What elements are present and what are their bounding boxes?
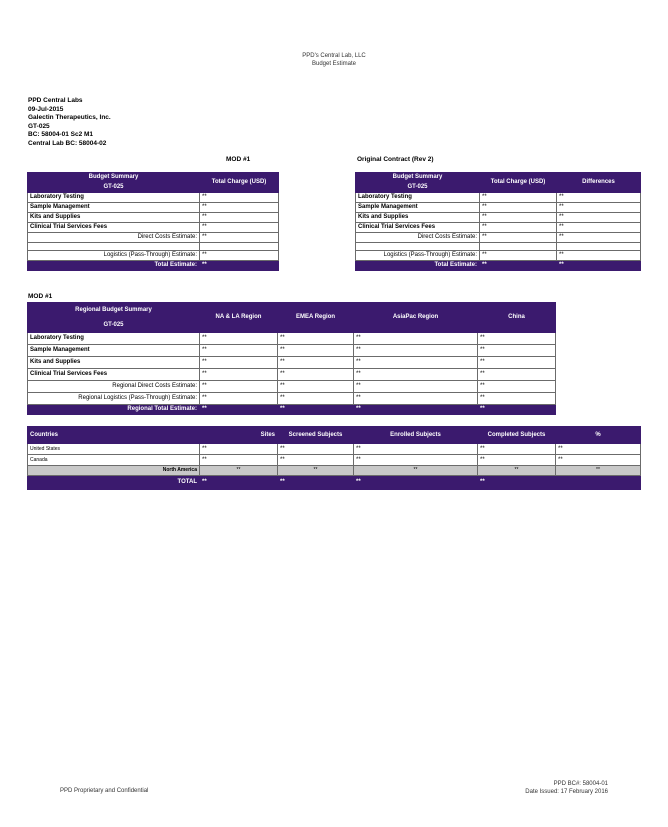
value-cell: ** <box>200 223 279 233</box>
value-cell: ** <box>278 444 354 455</box>
region-header: EMEA Region <box>278 303 354 333</box>
value-cell: ** <box>200 369 278 381</box>
study-code-header: GT-025 <box>356 183 480 193</box>
differences-header: Differences <box>557 173 641 193</box>
value-cell: ** <box>556 444 641 455</box>
region-header: AsiaPac Region <box>354 303 478 333</box>
row-label: Sample Management <box>28 345 200 357</box>
spacer-cell <box>480 243 557 251</box>
value-cell: ** <box>557 233 641 243</box>
value-cell: ** <box>478 476 556 490</box>
value-cell: ** <box>354 405 478 415</box>
direct-costs-label: Direct Costs Estimate: <box>28 233 200 243</box>
value-cell: ** <box>354 369 478 381</box>
regional-section-title: MOD #1 <box>28 293 53 300</box>
countries-table <box>27 426 641 490</box>
value-cell: ** <box>278 393 354 405</box>
budget-summary-header: Budget Summary <box>356 173 480 183</box>
value-cell: ** <box>200 261 279 271</box>
value-cell: ** <box>200 345 278 357</box>
value-cell: ** <box>278 405 354 415</box>
percent-header: % <box>556 427 641 444</box>
value-cell: ** <box>557 261 641 271</box>
mod-title: MOD #1 <box>226 156 251 163</box>
study-code-header: GT-025 <box>28 183 200 193</box>
value-cell: ** <box>354 393 478 405</box>
header-line-1: PPD's Central Lab, LLC <box>302 53 366 59</box>
total-estimate-label: Total Estimate: <box>28 261 200 271</box>
footer-bc-number: PPD BC#: 58004-01 <box>553 781 608 787</box>
value-cell: ** <box>200 393 278 405</box>
value-cell: ** <box>278 476 354 490</box>
value-cell: ** <box>200 213 279 223</box>
info-line: BC: 58004-01 Sc2 M1 <box>28 131 94 139</box>
value-cell: ** <box>557 193 641 203</box>
regional-summary-header: Regional Budget Summary <box>28 303 200 318</box>
value-cell: ** <box>354 333 478 345</box>
value-cell: ** <box>478 405 556 415</box>
row-label: Clinical Trial Services Fees <box>28 369 200 381</box>
value-cell: ** <box>354 381 478 393</box>
spacer-cell <box>28 243 200 251</box>
value-cell: ** <box>556 466 641 476</box>
grand-total-label: TOTAL <box>28 476 200 490</box>
total-charge-header: Total Charge (USD) <box>480 173 557 193</box>
value-cell: ** <box>200 466 278 476</box>
region-header: NA & LA Region <box>200 303 278 333</box>
region-header: China <box>478 303 556 333</box>
value-cell: ** <box>478 444 556 455</box>
value-cell: ** <box>278 357 354 369</box>
value-cell: ** <box>480 213 557 223</box>
value-cell: ** <box>278 466 354 476</box>
value-cell: ** <box>354 357 478 369</box>
value-cell: ** <box>480 193 557 203</box>
value-cell: ** <box>478 333 556 345</box>
value-cell: ** <box>278 455 354 466</box>
value-cell: ** <box>200 233 279 243</box>
budget-summary-header: Budget Summary <box>28 173 200 183</box>
row-label: Kits and Supplies <box>356 213 480 223</box>
row-label: Clinical Trial Services Fees <box>356 223 480 233</box>
country-label: Canada <box>28 455 200 466</box>
spacer-cell <box>557 243 641 251</box>
value-cell: ** <box>480 261 557 271</box>
value-cell: ** <box>200 476 278 490</box>
value-cell: ** <box>480 251 557 261</box>
value-cell: ** <box>557 213 641 223</box>
value-cell: ** <box>278 333 354 345</box>
enrolled-header: Enrolled Subjects <box>354 427 478 444</box>
row-label: Clinical Trial Services Fees <box>28 223 200 233</box>
value-cell: ** <box>480 223 557 233</box>
value-cell: ** <box>278 381 354 393</box>
value-cell: ** <box>557 203 641 213</box>
row-label: Laboratory Testing <box>356 193 480 203</box>
study-code-header: GT-025 <box>28 318 200 333</box>
header-line-2: Budget Estimate <box>311 61 357 67</box>
row-label: Laboratory Testing <box>28 333 200 345</box>
row-label: Sample Management <box>28 203 200 213</box>
footer-bc-info <box>525 780 608 796</box>
value-cell: ** <box>478 393 556 405</box>
mod-budget-table <box>27 172 279 271</box>
original-contract-title: Original Contract (Rev 2) <box>357 156 434 163</box>
north-america-label: North America <box>28 466 200 476</box>
value-cell: ** <box>200 357 278 369</box>
value-cell: ** <box>478 455 556 466</box>
completed-header: Completed Subjects <box>478 427 556 444</box>
row-label: Sample Management <box>356 203 480 213</box>
value-cell: ** <box>478 345 556 357</box>
value-cell: ** <box>200 193 279 203</box>
row-label: Laboratory Testing <box>28 193 200 203</box>
value-cell: ** <box>354 444 478 455</box>
value-cell: ** <box>556 455 641 466</box>
total-charge-header: Total Charge (USD) <box>200 173 279 193</box>
value-cell: ** <box>354 455 478 466</box>
regional-budget-table <box>27 302 556 415</box>
logistics-label: Logistics (Pass-Through) Estimate: <box>28 251 200 261</box>
empty-cell <box>556 476 641 490</box>
value-cell: ** <box>478 466 556 476</box>
info-line: 09-Jul-2015 <box>28 105 64 113</box>
total-estimate-label: Total Estimate: <box>356 261 480 271</box>
value-cell: ** <box>478 381 556 393</box>
value-cell: ** <box>354 466 478 476</box>
document-header <box>0 52 668 68</box>
value-cell: ** <box>278 345 354 357</box>
spacer-cell <box>356 243 480 251</box>
countries-header: Countries <box>28 427 200 444</box>
direct-costs-label: Direct Costs Estimate: <box>356 233 480 243</box>
row-label: Kits and Supplies <box>28 213 200 223</box>
value-cell: ** <box>200 405 278 415</box>
screened-header: Screened Subjects <box>278 427 354 444</box>
regional-total-label: Regional Total Estimate: <box>28 405 200 415</box>
spacer-cell <box>200 243 279 251</box>
value-cell: ** <box>200 381 278 393</box>
info-line: Central Lab BC: 58004-02 <box>28 139 107 147</box>
value-cell: ** <box>478 357 556 369</box>
footer-date-issued: Date Issued: 17 February 2016 <box>525 789 608 795</box>
sites-header: Sites <box>200 427 278 444</box>
value-cell: ** <box>480 233 557 243</box>
regional-direct-label: Regional Direct Costs Estimate: <box>28 381 200 393</box>
value-cell: ** <box>200 203 279 213</box>
value-cell: ** <box>278 369 354 381</box>
info-line: PPD Central Labs <box>28 97 83 104</box>
value-cell: ** <box>557 251 641 261</box>
country-label: United States <box>28 444 200 455</box>
value-cell: ** <box>200 333 278 345</box>
row-label: Kits and Supplies <box>28 357 200 369</box>
value-cell: ** <box>354 345 478 357</box>
footer-confidential: PPD Proprietary and Confidential <box>60 788 149 794</box>
info-line: GT-025 <box>28 122 50 130</box>
value-cell: ** <box>354 476 478 490</box>
regional-logistics-label: Regional Logistics (Pass-Through) Estimate: <box>28 393 200 405</box>
info-line: Galectin Therapeutics, Inc. <box>28 114 111 122</box>
value-cell: ** <box>200 455 278 466</box>
study-info-block <box>28 97 111 149</box>
logistics-label: Logistics (Pass-Through) Estimate: <box>356 251 480 261</box>
value-cell: ** <box>200 444 278 455</box>
value-cell: ** <box>557 223 641 233</box>
value-cell: ** <box>478 369 556 381</box>
original-budget-table <box>355 172 641 271</box>
value-cell: ** <box>480 203 557 213</box>
value-cell: ** <box>200 251 279 261</box>
